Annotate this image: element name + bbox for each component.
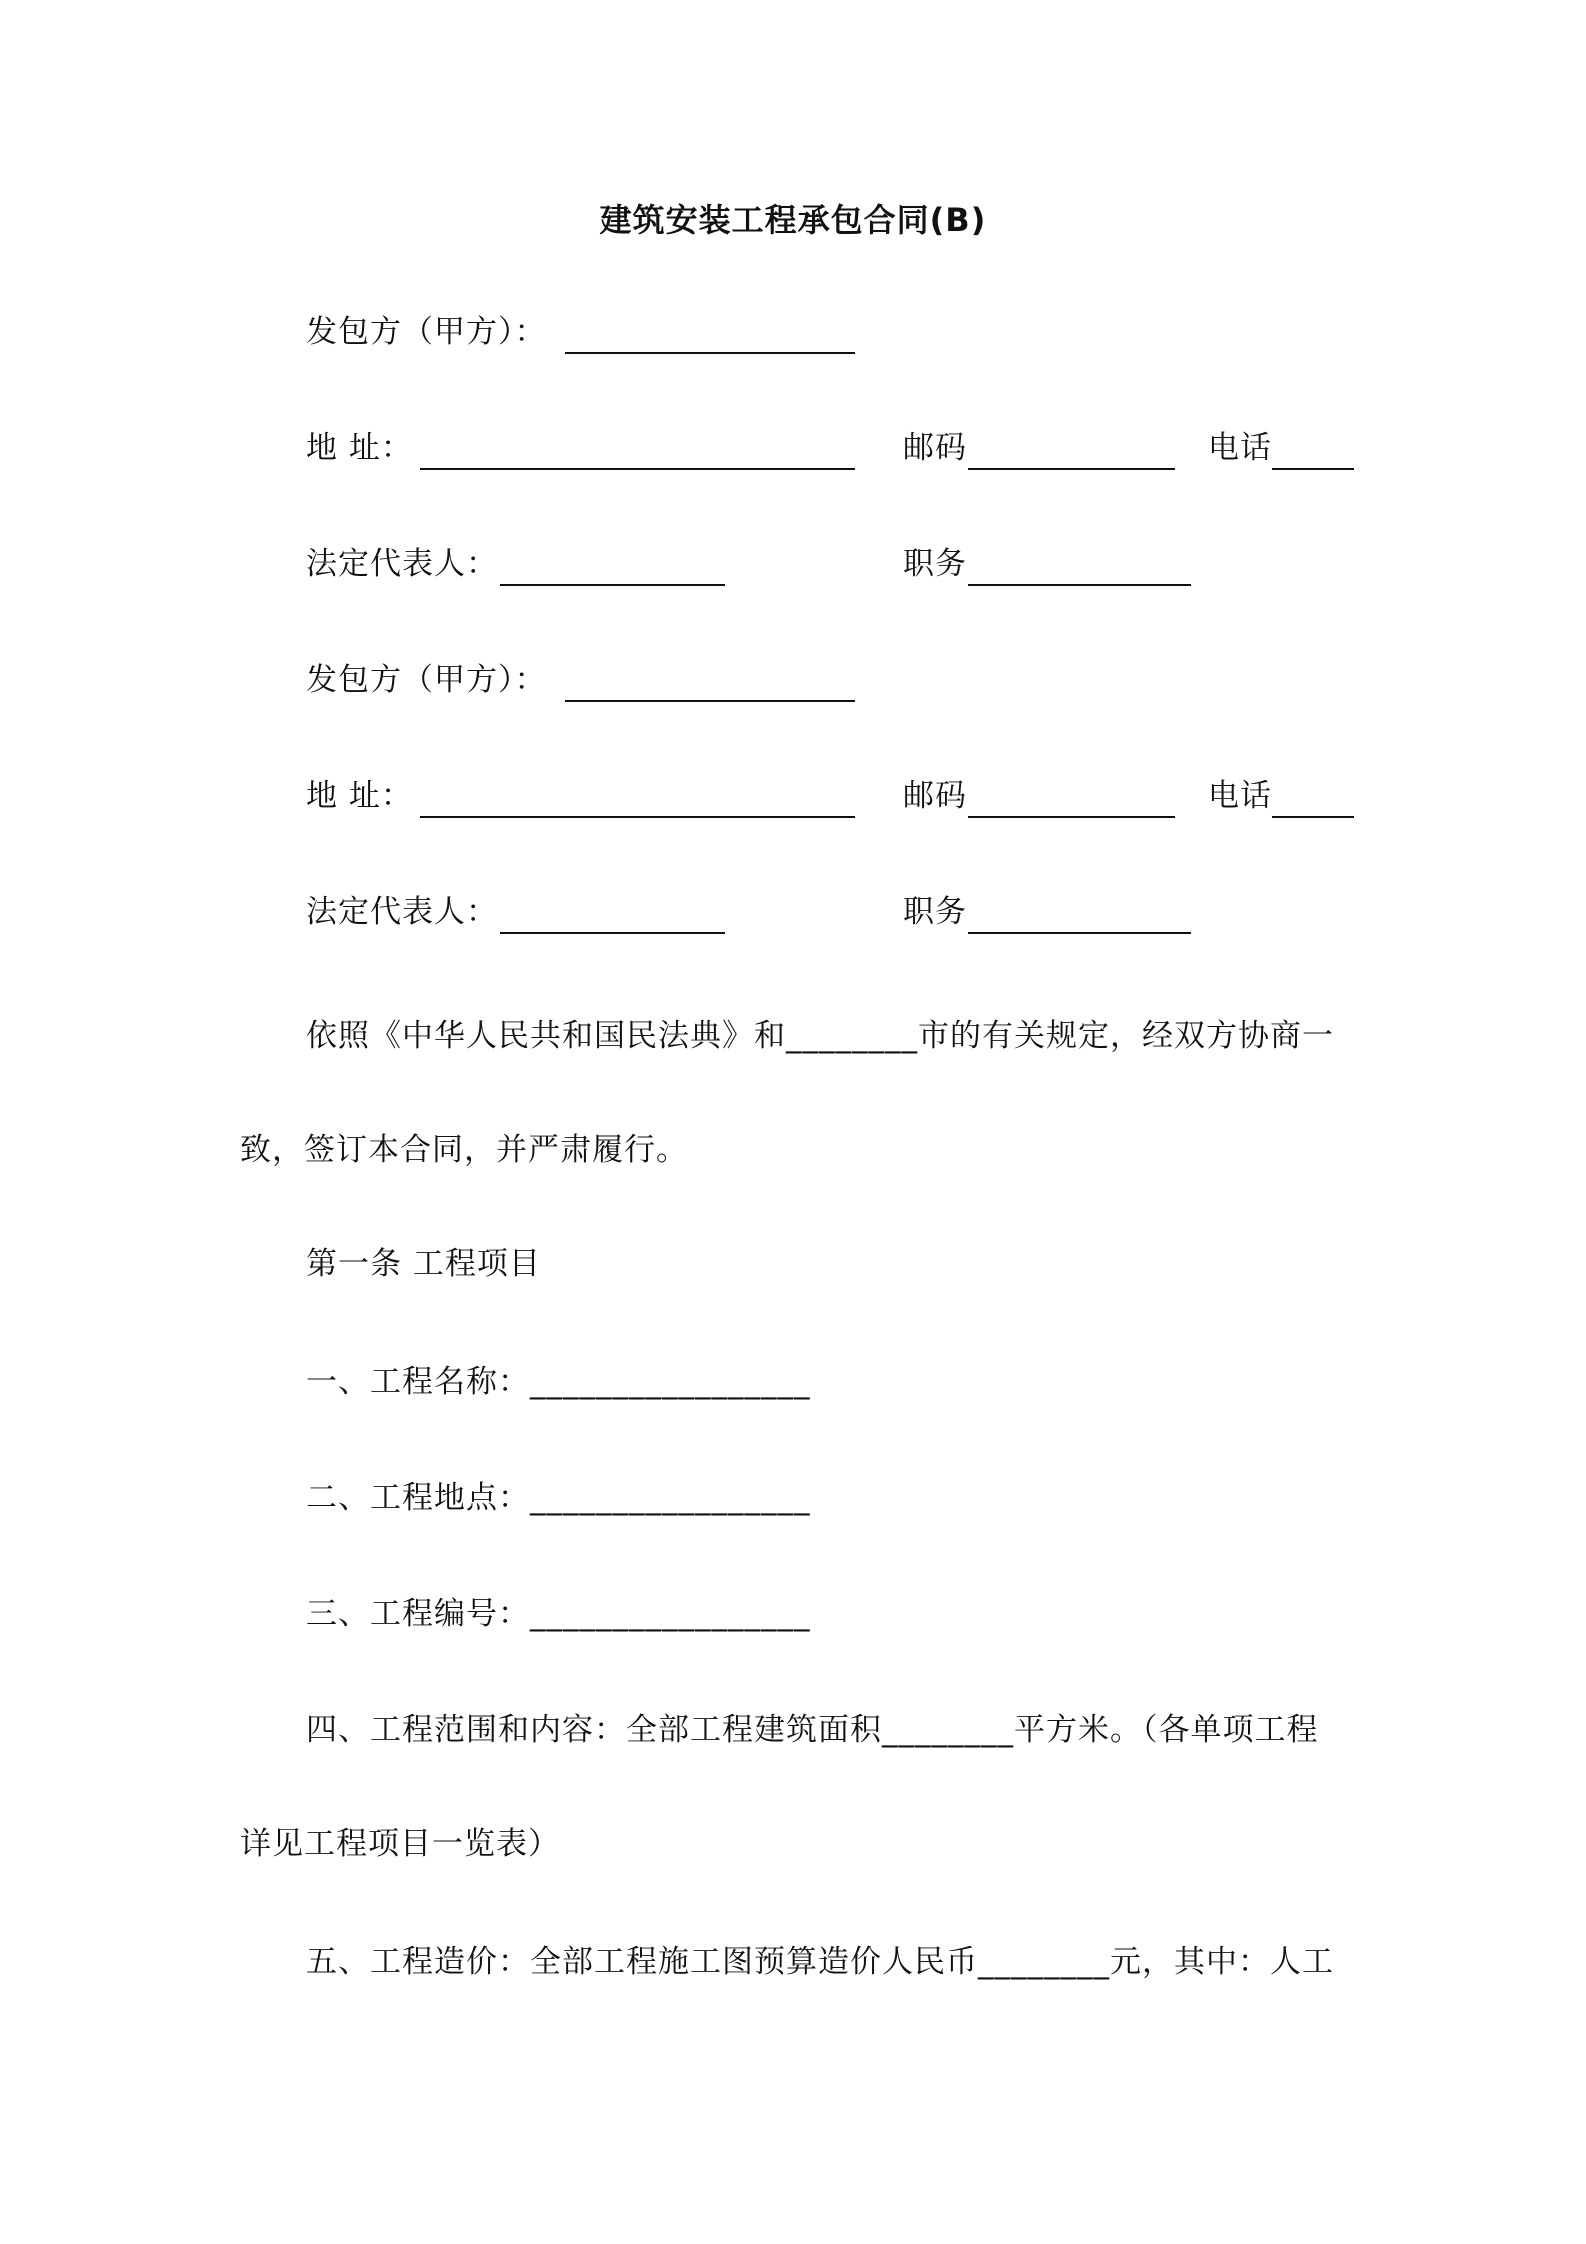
party-a-label: 发包方（甲方）： (306, 314, 547, 350)
party-a-blank[interactable] (565, 352, 855, 354)
party-a-address-blank[interactable] (420, 468, 855, 470)
project-cost-line-1: 五、工程造价：全部工程施工图预算造价人民币________元，其中：人工 (306, 1944, 1334, 1980)
party-b-postcode-blank[interactable] (968, 816, 1175, 818)
document-title: 建筑安装工程承包合同(B) (599, 201, 987, 239)
party-b-position-label: 职务 (903, 894, 967, 930)
party-a-legal-rep-label: 法定代表人： (306, 546, 498, 582)
project-location-item: 二、工程地点：_________________ (306, 1480, 811, 1516)
party-b-address-label: 地 址： (306, 778, 413, 814)
party-b-label: 发包方（甲方）： (306, 662, 547, 698)
party-a-address-label: 地 址： (306, 430, 413, 466)
party-b-legal-rep-blank[interactable] (500, 932, 725, 934)
project-scope-line-1: 四、工程范围和内容：全部工程建筑面积________平方米。（各单项工程 (306, 1712, 1319, 1748)
party-b-legal-rep-label: 法定代表人： (306, 894, 498, 930)
party-a-legal-rep-blank[interactable] (500, 584, 725, 586)
preamble-line-2: 致，签订本合同，并严肃履行。 (240, 1132, 688, 1168)
project-number-item: 三、工程编号：_________________ (306, 1596, 811, 1632)
party-a-position-label: 职务 (903, 546, 967, 582)
party-a-postcode-blank[interactable] (968, 468, 1175, 470)
party-a-phone-blank[interactable] (1272, 468, 1354, 470)
party-a-position-blank[interactable] (968, 584, 1191, 586)
party-b-phone-blank[interactable] (1272, 816, 1354, 818)
preamble-line-1: 依照《中华人民共和国民法典》和________市的有关规定，经双方协商一 (306, 1018, 1334, 1054)
party-b-blank[interactable] (565, 700, 855, 702)
party-b-phone-label: 电话 (1208, 778, 1272, 814)
article-1-heading: 第一条 工程项目 (306, 1246, 541, 1282)
party-b-position-blank[interactable] (968, 932, 1191, 934)
project-name-item: 一、工程名称：_________________ (306, 1364, 811, 1400)
party-a-postcode-label: 邮码 (903, 430, 967, 466)
party-b-postcode-label: 邮码 (903, 778, 967, 814)
project-scope-line-2: 详见工程项目一览表） (240, 1826, 560, 1862)
party-b-address-blank[interactable] (420, 816, 855, 818)
party-a-phone-label: 电话 (1208, 430, 1272, 466)
